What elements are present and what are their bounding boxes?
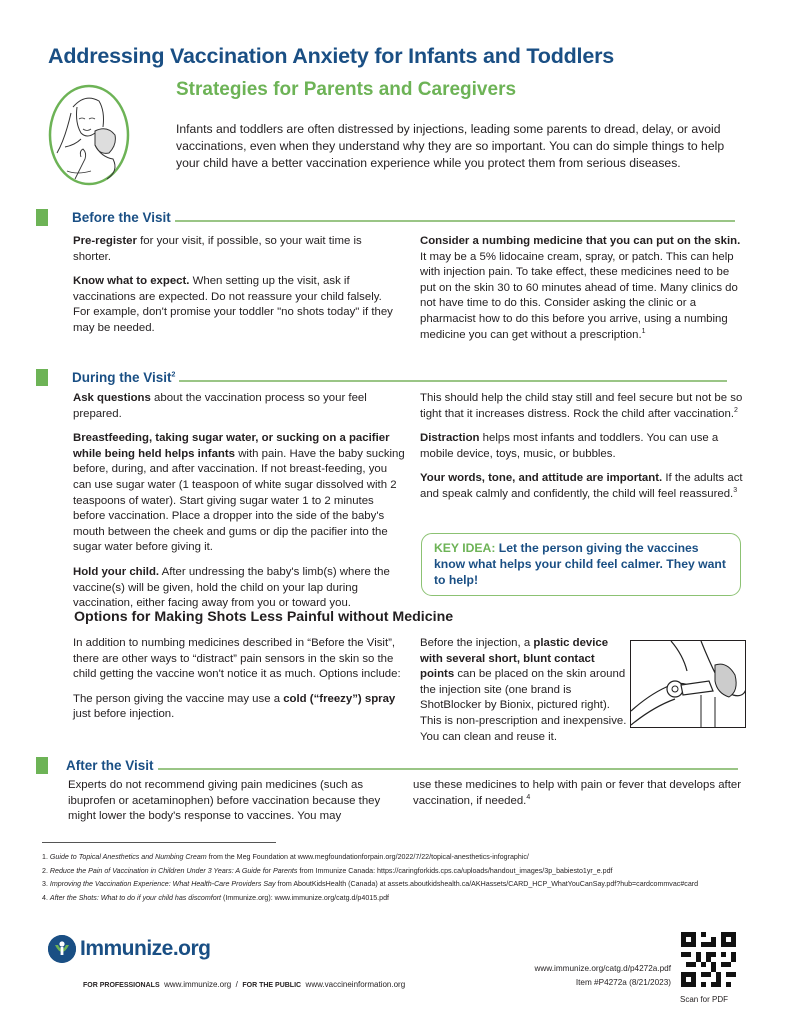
- section-marker: [36, 757, 48, 774]
- during-item: Ask questions about the vaccination process so your feel prepared.: [73, 392, 367, 420]
- intro-paragraph: Infants and toddlers are often distressed by injections, leading some parents to dread, delay, or avoid vaccinations, even when they understand why they are so important. You can do simple things to help your child have a better vaccination experience while you protect them from serious diseases.: [176, 122, 725, 170]
- footnote: 3. Improving the Vaccination Experience: What Health-Care Providers Say from AboutKidsHealth (Canada) at assets.aboutkidshealth.ca/AKHassets/CARD_HCP_WhatYouCanSay.pdf?hub=cardcommvac#card: [42, 880, 699, 888]
- qr-caption: Scan for PDF: [680, 995, 729, 1004]
- document-info: [534, 962, 671, 990]
- options-device: Before the injection, a plastic device with several short, blunt contact points can be placed on the skin around the injection site (one brand is ShotBlocker by Bionix, pictured right). This is non-prescription and inexpensive. You can clean and reuse it.: [420, 637, 627, 743]
- during-item: Your words, tone, and attitude are important. If the adults act and speak calmly and confidently, the child will feel reassured.$^3$: [420, 472, 743, 500]
- immunize-logo-icon: [48, 935, 76, 963]
- options-heading: Options for Making Shots Less Painful without Medicine: [74, 609, 454, 625]
- section-header-before: [36, 206, 735, 228]
- after-right-column: use these medicines to help with pain or fever that develops after vaccination, if needed.$^4$: [413, 779, 741, 807]
- footer-links: FOR PROFESSIONALS www.immunize.org / FOR THE PUBLIC www.vaccineinformation.org: [83, 980, 406, 989]
- section-marker: [36, 209, 48, 226]
- options-cold-spray: The person giving the vaccine may use a cold (“freezy”) spray just before injection.: [73, 692, 396, 721]
- logo-text: Immunize.org: [80, 937, 211, 960]
- section-rule: [179, 380, 727, 382]
- options-intro: In addition to numbing medicines described in “Before the Visit”, there are other ways to “distract” pain sensors in the skin so the child getting the vaccine won't notice it as much. Options include:: [73, 637, 401, 681]
- section-marker: [36, 369, 48, 386]
- during-item: Breastfeeding, taking sugar water, or sucking on a pacifier while being held helps infants with pain. Have the baby sucking before, during, and after vaccination. If not breast-feeding, you can use sugar water (1 teaspoon of white sugar dissolved with 2 teaspoons of water). Start giving sugar water 1 to 2 minutes before vaccination. Place a dropper into the side of the baby's mouth between the cheek and gums or dip the pacifier into the sugar water before giving it.: [73, 432, 405, 554]
- section-title: During the Visit$^2$: [72, 369, 176, 385]
- key-idea-callout: [421, 533, 741, 596]
- footnote: 2. Reduce the Pain of Vaccination in Children Under 3 Years: A Guide for Parents from Immunize Canada: https://caringforkids.cps.ca/uploads/handout_images/3p_babiesto1yr_e.pdf: [42, 866, 613, 875]
- document-url[interactable]: www.immunize.org/catg.d/p4272a.pdf: [534, 964, 671, 973]
- qr-code-icon[interactable]: [681, 932, 736, 987]
- during-left-column: [73, 391, 408, 621]
- public-link[interactable]: www.vaccineinformation.org: [305, 980, 406, 989]
- professionals-link[interactable]: www.immunize.org: [164, 980, 232, 989]
- options-left-column: [73, 636, 408, 732]
- during-right-column: [420, 391, 745, 512]
- section-header-during: [36, 366, 727, 388]
- section-title: After the Visit: [66, 757, 154, 773]
- page-title: Addressing Vaccination Anxiety for Infants and Toddlers: [48, 44, 615, 68]
- footnote-divider: [42, 842, 276, 843]
- during-item: This should help the child stay still and feel secure but not be so tight that it increases distress. Rock the child after vaccination.$^2$: [420, 392, 743, 420]
- section-rule: [158, 768, 738, 770]
- shotblocker-device-icon: [630, 640, 746, 728]
- section-rule: [175, 220, 735, 222]
- footnote: 4. After the Shots: What to do if your child has discomfort (Immunize.org): www.immunize.org/catg.d/p4015.pdf: [42, 893, 389, 902]
- section-header-after: [36, 754, 738, 776]
- before-left-column: [73, 234, 393, 346]
- during-item: Distraction helps most infants and toddlers. You can use a mobile device, toys, music, or bubbles.: [420, 432, 719, 460]
- page-subtitle: Strategies for Parents and Caregivers: [176, 79, 517, 100]
- options-right-column: [420, 636, 628, 754]
- before-item: Consider a numbing medicine that you can put on the skin. It may be a 5% lidocaine cream, spray, or patch. This can help with injection pain. To take effect, these medicines need to be put on the skin 30 to 60 minutes ahead of time. Many clinics do not have time to do this. Consider asking the clinic or a pharmacist how to do this before you arrive, using a numbing medicine you can get without a prescription.$^1$: [420, 235, 741, 341]
- key-idea-label: KEY IDEA:: [434, 541, 496, 555]
- during-item: Hold your child. After undressing the baby's limb(s) where the vaccine(s) will be given, hold the child on your lap during vaccination, either facing away from you or toward you.: [73, 565, 390, 610]
- parent-holding-infant-icon: [47, 83, 131, 187]
- before-item: Pre-register for your visit, if possible, so your wait time is shorter.: [73, 235, 362, 263]
- before-item: Know what to expect. When setting up the visit, ask if vaccinations are expected. Do not reassure your child falsely. For example, don't promise your toddler "no shots today" if they may be needed.: [73, 275, 393, 334]
- before-right-column: [420, 234, 745, 352]
- after-left-column: Experts do not recommend giving pain medicines (such as ibuprofen or acetaminophen) before vaccination because they might lower the body's response to vaccines. You may: [68, 779, 381, 823]
- footnote: 1. Guide to Topical Anesthetics and Numbing Cream from the Meg Foundation at www.megfoundationforpain.org/2022/7/22/topical-anesthetics-infographic/: [42, 853, 529, 861]
- item-number: Item #P4272a (8/21/2023): [575, 978, 671, 987]
- key-idea-text: Let the person giving the vaccines know what helps your child feel calmer. They want to help!: [434, 541, 726, 587]
- footnotes-list: [42, 852, 762, 906]
- section-title: Before the Visit: [72, 209, 171, 225]
- immunize-logo[interactable]: [48, 935, 211, 963]
